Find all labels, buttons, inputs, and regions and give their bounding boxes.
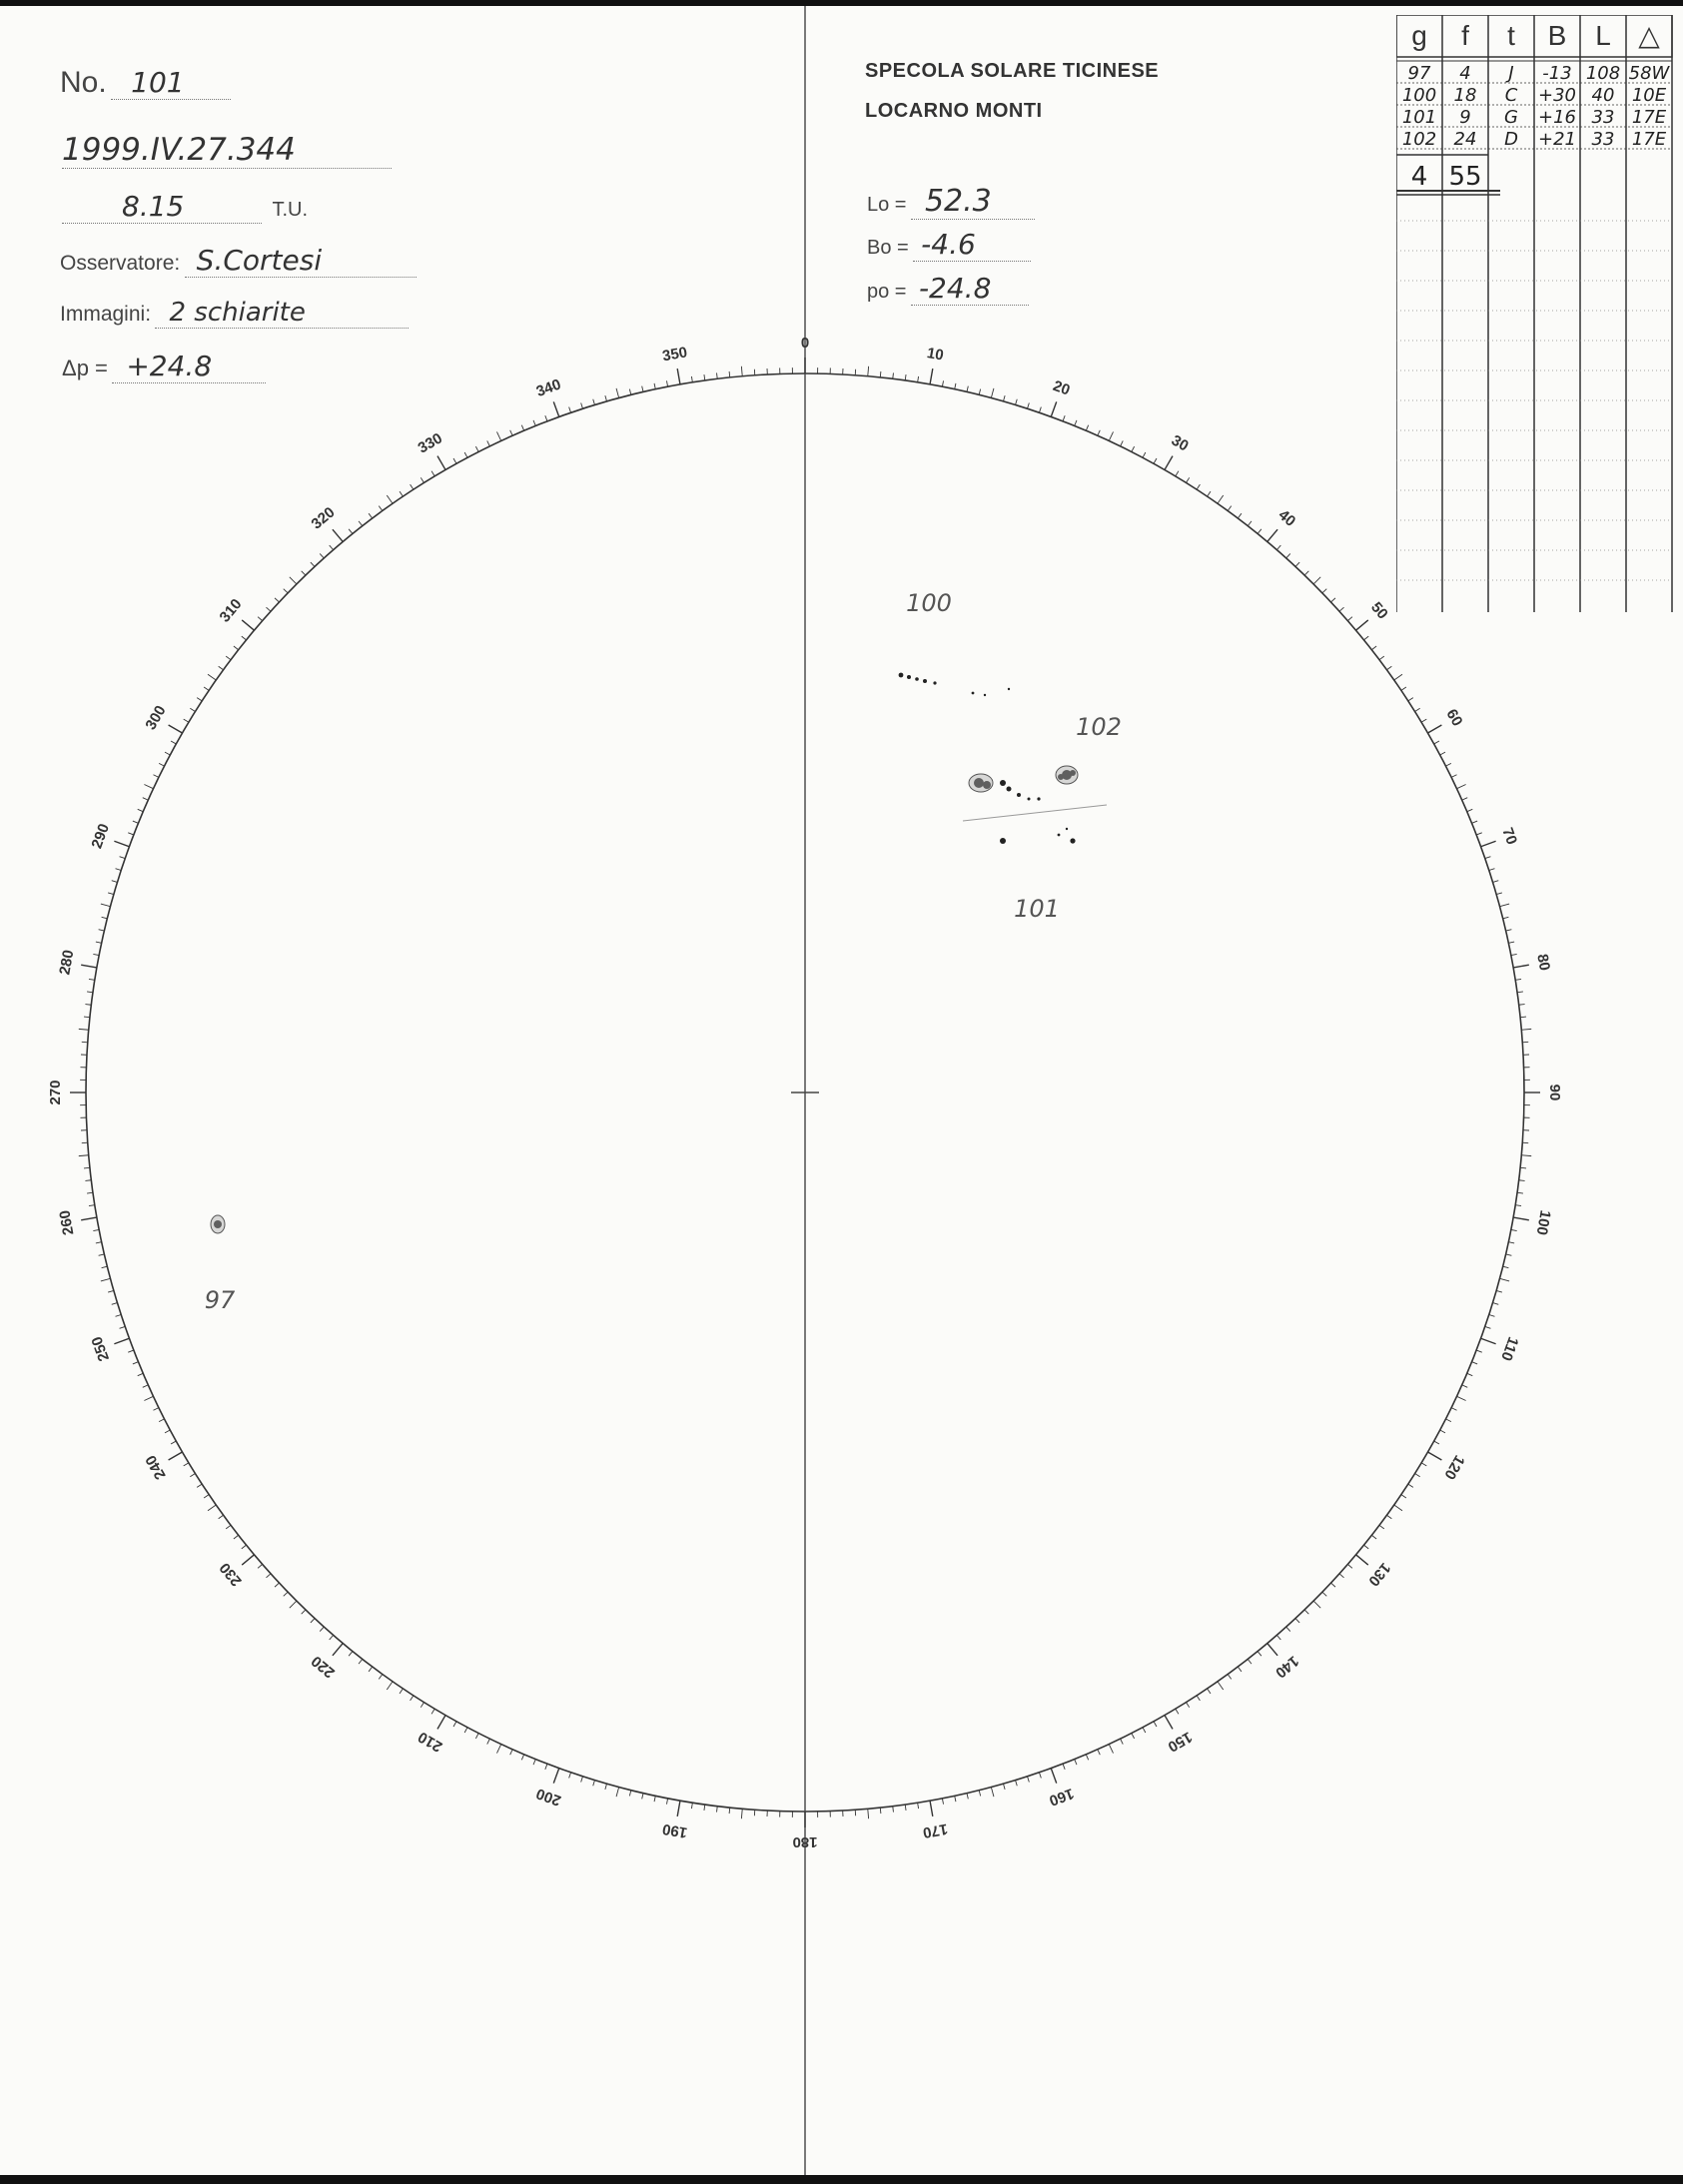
table-cell: 102 bbox=[1401, 129, 1437, 150]
table-total-cell: 4 bbox=[1410, 162, 1428, 192]
table-cell: 24 bbox=[1453, 129, 1477, 150]
table-header-cell: L bbox=[1595, 20, 1611, 51]
sunspot-umbra bbox=[907, 675, 911, 679]
sunspot-umbra bbox=[1007, 787, 1012, 792]
sunspot-penumbra bbox=[211, 1215, 225, 1233]
institution-location: LOCARNO MONTI bbox=[865, 100, 1043, 122]
table-cell: 100 bbox=[1401, 85, 1437, 106]
scale-label: 310 bbox=[216, 595, 246, 626]
table-cell: 9 bbox=[1459, 107, 1471, 128]
group-labels bbox=[205, 589, 1122, 1314]
table-cell: 17E bbox=[1631, 129, 1667, 150]
sunspot-umbra bbox=[1000, 780, 1006, 786]
table-cell: 18 bbox=[1453, 85, 1477, 106]
institution-name: SPECOLA SOLARE TICINESE bbox=[865, 60, 1160, 82]
scale-label: 20 bbox=[1050, 376, 1073, 399]
table-cell: 10E bbox=[1631, 85, 1667, 106]
scale-label: 70 bbox=[1498, 825, 1521, 848]
table-total-cell: 55 bbox=[1448, 162, 1482, 192]
scale-label: 240 bbox=[142, 1452, 170, 1483]
sunspot-penumbra bbox=[969, 774, 993, 792]
sunspot-drawings bbox=[211, 673, 1107, 1233]
scale-label: 100 bbox=[1532, 1208, 1554, 1237]
date-value: 1999.IV.27.344 bbox=[62, 132, 392, 169]
table-header-cell: g bbox=[1411, 20, 1427, 51]
table-cell: 17E bbox=[1631, 107, 1667, 128]
pencil-guide-line bbox=[963, 805, 1107, 821]
scale-label: 200 bbox=[533, 1785, 563, 1810]
group-label: 97 bbox=[204, 1286, 236, 1314]
scale-label: 190 bbox=[660, 1820, 689, 1841]
scale-label: 60 bbox=[1442, 706, 1466, 730]
scale-label: 270 bbox=[46, 1080, 64, 1105]
table-cell: 97 bbox=[1407, 63, 1431, 84]
sunspot-umbra bbox=[923, 679, 927, 683]
scale-label: 10 bbox=[925, 345, 946, 364]
scale-label: 170 bbox=[921, 1820, 950, 1841]
scale-label: 220 bbox=[308, 1652, 339, 1682]
sunspot-umbra bbox=[984, 694, 986, 696]
scale-label: 120 bbox=[1440, 1452, 1468, 1483]
sunspot-umbra bbox=[1058, 834, 1061, 837]
sunspot-umbra bbox=[1066, 828, 1068, 830]
scale-label: 40 bbox=[1274, 506, 1299, 530]
table-cell: 33 bbox=[1591, 129, 1615, 150]
table-cell: 33 bbox=[1591, 107, 1615, 128]
scale-label: 340 bbox=[533, 375, 563, 400]
scale-label: 330 bbox=[415, 429, 445, 457]
scale-label: 350 bbox=[660, 344, 689, 365]
group-label: 101 bbox=[1014, 895, 1060, 923]
sunspot-umbra bbox=[1037, 797, 1040, 800]
sunspot-umbra bbox=[1008, 688, 1010, 690]
group-label: 102 bbox=[1076, 713, 1122, 741]
scale-label: 80 bbox=[1533, 952, 1553, 973]
observer-value: S.Cortesi bbox=[185, 244, 417, 278]
time-unit: T.U. bbox=[272, 199, 309, 221]
p0-label: po = bbox=[867, 281, 907, 303]
sunspot-umbra bbox=[1017, 793, 1021, 797]
table-cell: C bbox=[1504, 85, 1518, 106]
images-label: Immagini: bbox=[60, 303, 152, 326]
scale-label: 90 bbox=[1546, 1084, 1564, 1101]
sunspot-umbra bbox=[1070, 838, 1075, 843]
table-cell: G bbox=[1504, 107, 1518, 128]
b0-label: Bo = bbox=[867, 237, 909, 259]
scale-label: 0 bbox=[800, 334, 810, 352]
scale-label: 280 bbox=[56, 948, 78, 977]
table-cell: 4 bbox=[1459, 63, 1471, 84]
table-cell: +21 bbox=[1538, 129, 1576, 150]
scale-label: 150 bbox=[1165, 1728, 1196, 1756]
b0-value: -4.6 bbox=[913, 228, 1031, 262]
table-cell: +16 bbox=[1538, 107, 1576, 128]
table-cell: -13 bbox=[1542, 63, 1572, 84]
l0-value: 52.3 bbox=[911, 184, 1035, 220]
scale-label: 130 bbox=[1364, 1559, 1394, 1590]
table-cell: 101 bbox=[1401, 107, 1437, 128]
scale-label: 230 bbox=[216, 1559, 246, 1590]
observer-label: Osservatore: bbox=[60, 252, 181, 275]
scale-label: 210 bbox=[415, 1728, 445, 1756]
sunspot-umbra bbox=[899, 673, 904, 678]
time-value: 8.15 bbox=[62, 190, 262, 224]
scale-label: 160 bbox=[1047, 1785, 1077, 1810]
sunspot-umbra bbox=[1028, 798, 1031, 801]
sunspot-umbra bbox=[972, 692, 975, 695]
scale-label: 290 bbox=[88, 821, 113, 851]
scale-label: 140 bbox=[1271, 1652, 1302, 1682]
table-cell: D bbox=[1504, 129, 1518, 150]
scale-label: 110 bbox=[1497, 1334, 1522, 1363]
scale-label: 320 bbox=[308, 503, 339, 533]
table-cell: 40 bbox=[1591, 85, 1615, 106]
table-cell: J bbox=[1508, 63, 1514, 84]
table-cell: 58W bbox=[1628, 63, 1670, 84]
sunspot-umbra bbox=[933, 681, 936, 684]
group-label: 100 bbox=[906, 589, 952, 617]
table-header-cell: B bbox=[1547, 20, 1567, 51]
sunspot-umbra bbox=[915, 677, 919, 681]
table-cell: 108 bbox=[1585, 63, 1621, 84]
number-value: 101 bbox=[111, 66, 231, 100]
delta-p-label: Δp = bbox=[62, 356, 108, 380]
sunspot-umbra bbox=[1000, 838, 1006, 844]
images-value: 2 schiarite bbox=[155, 298, 409, 329]
table-header-cell: f bbox=[1461, 20, 1469, 51]
delta-p-value: +24.8 bbox=[112, 350, 266, 383]
table-cell: +30 bbox=[1538, 85, 1576, 106]
table-header-cell: △ bbox=[1638, 20, 1660, 51]
table-header-cell: t bbox=[1507, 20, 1515, 51]
sunspot-penumbra bbox=[1056, 766, 1078, 784]
scale-label: 250 bbox=[88, 1334, 113, 1364]
scale-label: 300 bbox=[142, 702, 170, 733]
scale-label: 180 bbox=[792, 1833, 818, 1851]
scale-label: 260 bbox=[56, 1208, 78, 1237]
scale-label: 50 bbox=[1367, 598, 1391, 623]
p0-value: -24.8 bbox=[911, 272, 1029, 306]
number-label: No. bbox=[60, 66, 107, 99]
scale-label: 30 bbox=[1168, 431, 1192, 455]
l0-label: Lo = bbox=[867, 194, 907, 216]
